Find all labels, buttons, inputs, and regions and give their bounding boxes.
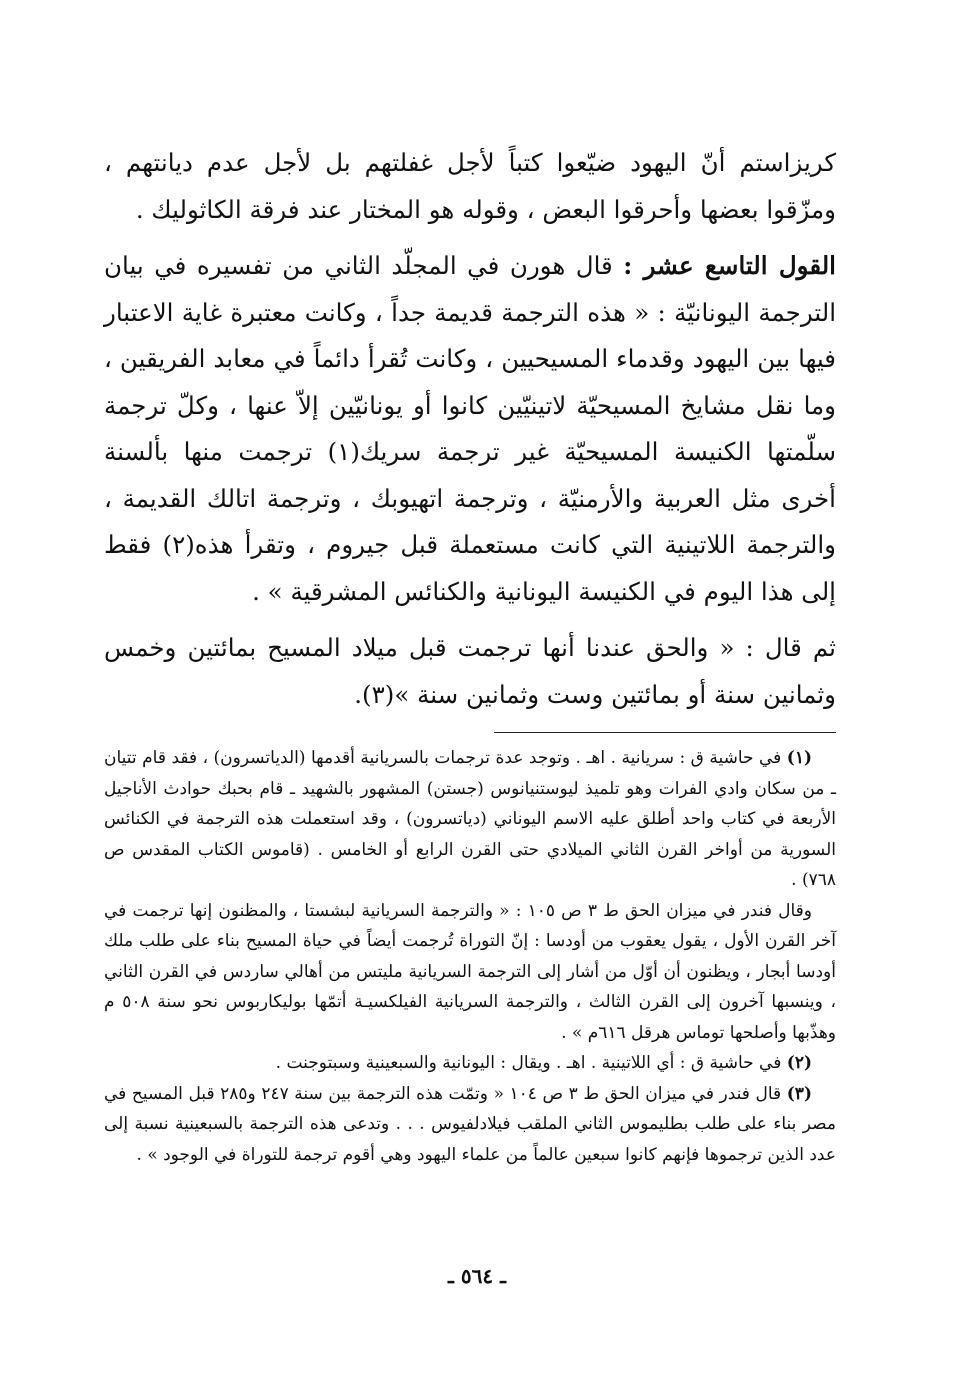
paragraph-2 bbox=[104, 243, 836, 615]
footnotes bbox=[104, 743, 836, 1170]
footnote-3-text: قال فندر في ميزان الحق ط ٣ ص ١٠٤ « وتمّت هذه الترجمة بين سنة ٢٤٧ و٢٨٥ قبل المسيح في مصر بناء على طلب بطليموس الثاني الملقب فيلادلفيوس . . . وتدعى هذه الترجمة بالسبعينية نسبة إلى عدد الذين ترجموها فإنهم كانوا سبعين عالماً من علماء اليهود وهي أقوم ترجمة للتوراة في الوجود » . bbox=[104, 1083, 836, 1165]
footnote-2-text: في حاشية ق : أي اللاتينية . اهـ . ويقال : اليونانية والسبعينية وسبتوجنت . bbox=[275, 1053, 787, 1073]
footnote-2-number: (٢) bbox=[786, 1053, 812, 1073]
footnote-1-text: في حاشية ق : سريانية . اهـ . وتوجد عدة ترجمات بالسريانية أقدمها (الدياتسرون) ، فقد قام تتيان ـ من سكان وادي الفرات وهو تلميذ ليوستنيانوس (جستن) المشهور بالشهيد ـ قام بحبك حوادث الأناجيل الأربعة في كتاب واحد أطلق عليه الاسم اليوناني (دياتسرون) ، وقد استعملت هذه الترجمة في الكنائس السورية من أواخر القرن الثاني الميلادي حتى القرن الرابع أو الخامس . (قاموس الكتاب المقدس ص ٧٦٨) . bbox=[104, 748, 836, 890]
page-number: ـ ٥٦٤ ـ bbox=[448, 1264, 506, 1288]
footnote-1 bbox=[104, 743, 836, 896]
footnote-3 bbox=[104, 1079, 836, 1171]
page bbox=[104, 140, 836, 1320]
footnote-separator bbox=[494, 732, 836, 733]
saying-heading: القول التاسع عشر : bbox=[623, 251, 836, 280]
paragraph-1: كريزاستم أنّ اليهود ضيّعوا كتباً لأجل غفلتهم بل لأجل عدم ديانتهم ، ومزّقوا بعضها وأحرقوا البعض ، وقوله هو المختار عند فرقة الكاثوليك . bbox=[104, 148, 836, 224]
footnote-1-continuation: وقال فندر في ميزان الحق ط ٣ ص ١٠٥ : « والترجمة السريانية لبشستا ، والمظنون إنها ترجمت في آخر القرن الأول ، يقول يعقوب من أودسا : إنّ التوراة تُرجمت أيضاً في حياة المسيح بناء على طلب ملك أودسا أبجار ، ويظنون أن أوّل من أشار إلى الترجمة السريانية مليتس من أهالي ساردس في القرن الثاني ، وينسبها آخرون إلى القرن الثالث ، والترجمة السريانية الفيلكسيـة أتمّها بوليكاربوس نحو سنة ٥٠٨ م وهذّبها وأصلحها توماس هرقل ٦١٦م » . bbox=[104, 900, 836, 1043]
paragraph-2-text: قال هورن في المجلّد الثاني من تفسيره في بيان الترجمة اليونانيّة : « هذه الترجمة قديمة جداً ، وكانت معتبرة غاية الاعتبار فيها بين اليهود وقدماء المسيحيين ، وكانت تُقرأ دائماً في معابد الفريقين ، وما نقل مشايخ المسيحيّة لاتينيّين كانوا أو يونانيّين إلاّ عنها ، وكلّ ترجمة سلّمتها الكنيسة المسيحيّة غير ترجمة سريك(١) ترجمت منها بألسنة أخرى مثل العربية والأرمنيّة ، وترجمة اتهيوبك ، وترجمة اتالك القديمة ، والترجمة اللاتينية التي كانت مستعملة قبل جيروم ، وتقرأ هذه(٢) فقط إلى هذا اليوم في الكنيسة اليونانية والكنائس المشرقية » . bbox=[104, 251, 836, 606]
footnote-1-number: (١) bbox=[786, 748, 812, 768]
main-text bbox=[104, 140, 836, 718]
footnote-2 bbox=[104, 1048, 836, 1079]
paragraph-3: ثم قال : « والحق عندنا أنها ترجمت قبل ميلاد المسيح بمائتين وخمس وثمانين سنة أو بمائتين وست وثمانين سنة »(٣). bbox=[104, 633, 836, 709]
footnote-3-number: (٣) bbox=[786, 1083, 812, 1104]
